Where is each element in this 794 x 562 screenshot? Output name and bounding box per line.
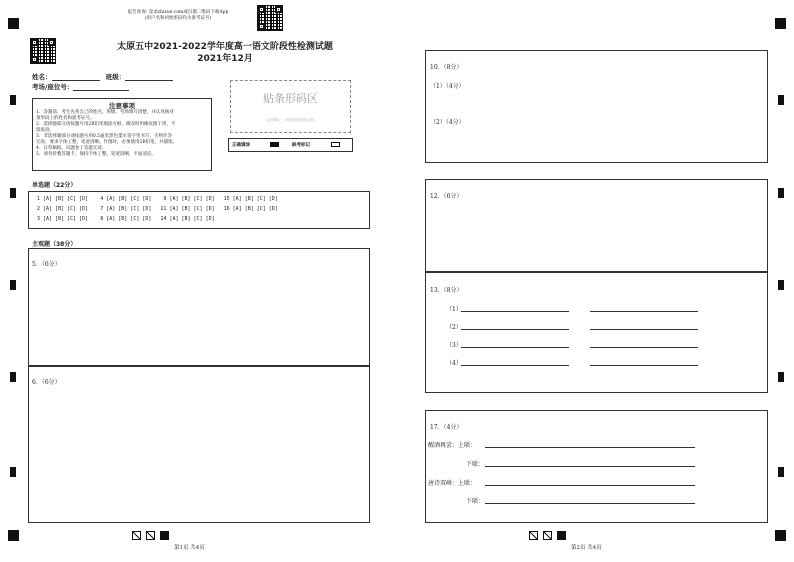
q17-answer-line[interactable] [485, 485, 695, 486]
answer-box-q10[interactable] [425, 50, 768, 163]
corner-mark-tl [8, 18, 19, 29]
answer-box-q12[interactable] [425, 179, 768, 272]
corner-mark-tr [775, 18, 786, 29]
q10-2-label: （2）（4分） [430, 119, 465, 126]
q5-label: 5．（6分） [32, 261, 61, 268]
timing-mark [778, 188, 784, 198]
timing-mark [778, 280, 784, 290]
answer-box-q13[interactable] [425, 272, 768, 393]
q13-answer-line[interactable] [590, 311, 698, 312]
timing-mark [10, 95, 16, 105]
q10-1-label: （1）（4分） [430, 83, 465, 90]
page-mark [557, 531, 566, 540]
timing-mark [10, 372, 16, 382]
mc-row[interactable]: 2 [A] [B] [C] [D] 7 [A] [B] [C] [D] 11 [A] [B] [C] [D] 16 [A] [B] [C] [D] [37, 206, 278, 212]
q13-item-label: （2） [446, 324, 462, 331]
exam-title: 太原五中2021-2022学年度高一语文阶段性检测试题 [117, 42, 333, 52]
page-mark [529, 531, 538, 540]
q13-answer-line[interactable] [590, 365, 698, 366]
timing-mark [10, 280, 16, 290]
timing-mark [778, 372, 784, 382]
page2-footer: 第2页 共4页 [571, 545, 602, 551]
q17-label: 17．（4分） [430, 424, 463, 431]
answer-box-q5[interactable] [28, 248, 370, 366]
q17-answer-line[interactable] [485, 447, 695, 448]
page-mark [132, 531, 141, 540]
timing-mark [10, 467, 16, 477]
q13-item-label: （1） [446, 306, 462, 313]
q13-label: 13．（8分） [430, 287, 463, 294]
notice-item: 条形码上的姓名和准考证号。 [36, 116, 95, 121]
name-field-row [32, 72, 173, 81]
q13-answer-line[interactable] [461, 311, 569, 312]
q17-answer-line[interactable] [485, 503, 695, 504]
correct-fill-label: 正确填涂 [232, 143, 250, 148]
seat-field-row [32, 82, 129, 91]
mc-row[interactable]: 3 [A] [B] [C] [D] 8 [A] [B] [C] [D] 14 [A] [B] [C] [D] [37, 216, 215, 222]
barcode-hint: (正面朝上，切勿贴出虚线方框) [266, 118, 315, 122]
mc-heading: 单选题（22分） [32, 182, 77, 189]
timing-mark [10, 188, 16, 198]
q6-label: 6．（6分） [32, 379, 61, 386]
q13-item-label: （3） [446, 342, 462, 349]
mc-row[interactable]: 1 [A] [B] [C] [D] 4 [A] [B] [C] [D] 9 [A] [B] [C] [D] 15 [A] [B] [C] [D] [37, 196, 278, 202]
name-input[interactable] [52, 73, 100, 81]
barcode-label: 贴条形码区 [263, 92, 318, 105]
q13-item-label: （4） [446, 360, 462, 367]
notice-item: 留痕迹。 [36, 128, 54, 133]
q17-couplet-a-lower: 下联： [466, 461, 485, 468]
page-mark [543, 531, 552, 540]
q13-answer-line[interactable] [461, 329, 569, 330]
q13-answer-line[interactable] [461, 365, 569, 366]
q10-label: 10．（8分） [430, 64, 463, 71]
corner-mark-bl [8, 530, 19, 541]
page-mark [160, 531, 169, 540]
class-label: 班级： [105, 73, 126, 81]
page-mark [146, 531, 155, 540]
absent-mark-box[interactable] [331, 142, 340, 147]
student-qr-code [30, 38, 56, 64]
q17-couplet-b-upper: 唐诗双峰：上联： [428, 480, 477, 487]
seat-input[interactable] [73, 83, 129, 91]
seat-label: 考场/座位号： [32, 83, 74, 91]
notice-item: 1．答题前，考生先将自己的姓名、班级、考场填写清楚，并认真核对 [36, 110, 174, 115]
notice-heading: 注意事项 [109, 102, 135, 110]
absent-mark-label: 缺考标记 [292, 143, 310, 148]
q17-answer-line[interactable] [485, 466, 695, 467]
notice-item: 3．非选择题部分请按题号用0.5毫米黑色墨水签字笔书写，否则作答 [36, 134, 173, 139]
app-qr-code[interactable] [257, 5, 283, 31]
timing-mark [778, 467, 784, 477]
name-label: 姓名： [32, 73, 52, 81]
notice-item: 2．选择题部分请按题号用2B铅笔填涂方框，修改时用橡皮擦干净，不 [36, 122, 176, 127]
class-input[interactable] [125, 73, 173, 81]
barcode-area [230, 80, 351, 133]
q12-label: 12．（6分） [430, 193, 463, 200]
notice-box [32, 98, 212, 171]
notice-item: 无效。要求字体工整、笔迹清晰。作图时，必须使用2B铅笔，并描浓。 [36, 140, 178, 145]
subjective-heading: 主观题（38分） [32, 241, 77, 248]
q13-answer-line[interactable] [590, 347, 698, 348]
page1-footer: 第1页 共4页 [174, 545, 205, 551]
q13-answer-line[interactable] [461, 347, 569, 348]
report-note-line2: (用户名和初始密码均为准考证号) [144, 16, 212, 21]
q17-couplet-b-lower: 下联： [466, 498, 485, 505]
answer-box-q6[interactable] [28, 366, 370, 523]
notice-item: 5．请勿折叠答题卡。保持字体工整、笔迹清晰、卡面清洁。 [36, 152, 156, 157]
q13-answer-line[interactable] [590, 329, 698, 330]
q17-couplet-a-upper: 醒酒再尝：上联： [428, 442, 477, 449]
exam-date: 2021年12月 [197, 54, 253, 64]
report-note-line1: 报告查询: 登录zhixue.com或扫描二维码下载App [127, 10, 229, 15]
timing-mark [778, 95, 784, 105]
notice-item: 4．在草稿纸、试题卷上答题无效。 [36, 146, 107, 151]
corner-mark-br [775, 530, 786, 541]
report-query-note [108, 10, 248, 22]
correct-fill-sample [270, 142, 279, 147]
